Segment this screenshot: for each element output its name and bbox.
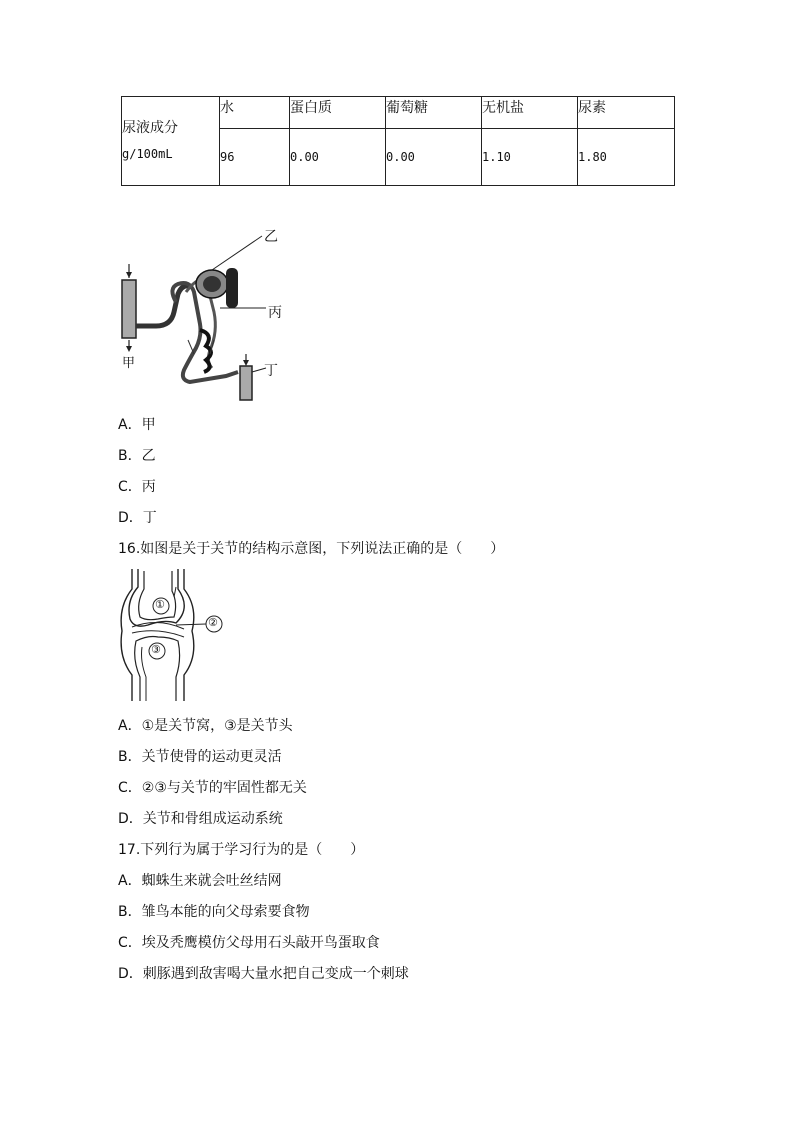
joint-label-1: ①	[155, 598, 165, 611]
right-vessel	[240, 366, 252, 400]
joint-label-3: ③	[151, 643, 161, 656]
header-cell: 尿素	[578, 97, 675, 129]
q17-stem: 17.下列行为属于学习行为的是（ ）	[118, 842, 365, 858]
row-label-cell	[122, 97, 220, 186]
joint-diagram	[118, 567, 238, 703]
q17-option-a: A．蜘蛛生来就会吐丝结网	[118, 873, 282, 889]
value-cell: 1.10	[482, 129, 578, 186]
value-cell: 0.00	[386, 129, 482, 186]
q15-option-b: B．乙	[118, 448, 156, 464]
value-cell: 0.00	[290, 129, 386, 186]
header-cell: 无机盐	[482, 97, 578, 129]
q15-option-c: C．丙	[118, 479, 156, 495]
row-label-title: 尿液成分	[122, 120, 178, 136]
row-label-unit: g/100mL	[122, 147, 173, 161]
urine-composition-table	[121, 96, 675, 186]
value-cell: 1.80	[578, 129, 675, 186]
label-bing: 丙	[268, 305, 282, 321]
q17-option-c: C．埃及秃鹰模仿父母用石头敲开鸟蛋取食	[118, 935, 380, 951]
q16-option-d: D．关节和骨组成运动系统	[118, 811, 283, 827]
header-cell: 葡萄糖	[386, 97, 482, 129]
q17-option-d: D．刺豚遇到敌害喝大量水把自己变成一个刺球	[118, 966, 409, 982]
label-ding: 丁	[264, 363, 278, 379]
q15-option-d: D．丁	[118, 510, 157, 526]
dark-vessel	[226, 268, 238, 308]
header-cell: 水	[220, 97, 290, 129]
joint-label-2: ②	[208, 616, 218, 629]
q15-option-a: A．甲	[118, 417, 156, 433]
q16-option-a: A．①是关节窝，③是关节头	[118, 718, 293, 734]
q17-option-b: B．雏鸟本能的向父母索要食物	[118, 904, 310, 920]
q16-option-b: B．关节使骨的运动更灵活	[118, 749, 282, 765]
label-yi: 乙	[264, 229, 278, 245]
q16-stem: 16.如图是关于关节的结构示意图，下列说法正确的是（ ）	[118, 541, 505, 557]
header-cell: 蛋白质	[290, 97, 386, 129]
label-jia: 甲	[122, 356, 136, 371]
value-cell: 96	[220, 129, 290, 186]
left-vessel	[122, 280, 136, 338]
q16-option-c: C．②③与关节的牢固性都无关	[118, 780, 307, 796]
